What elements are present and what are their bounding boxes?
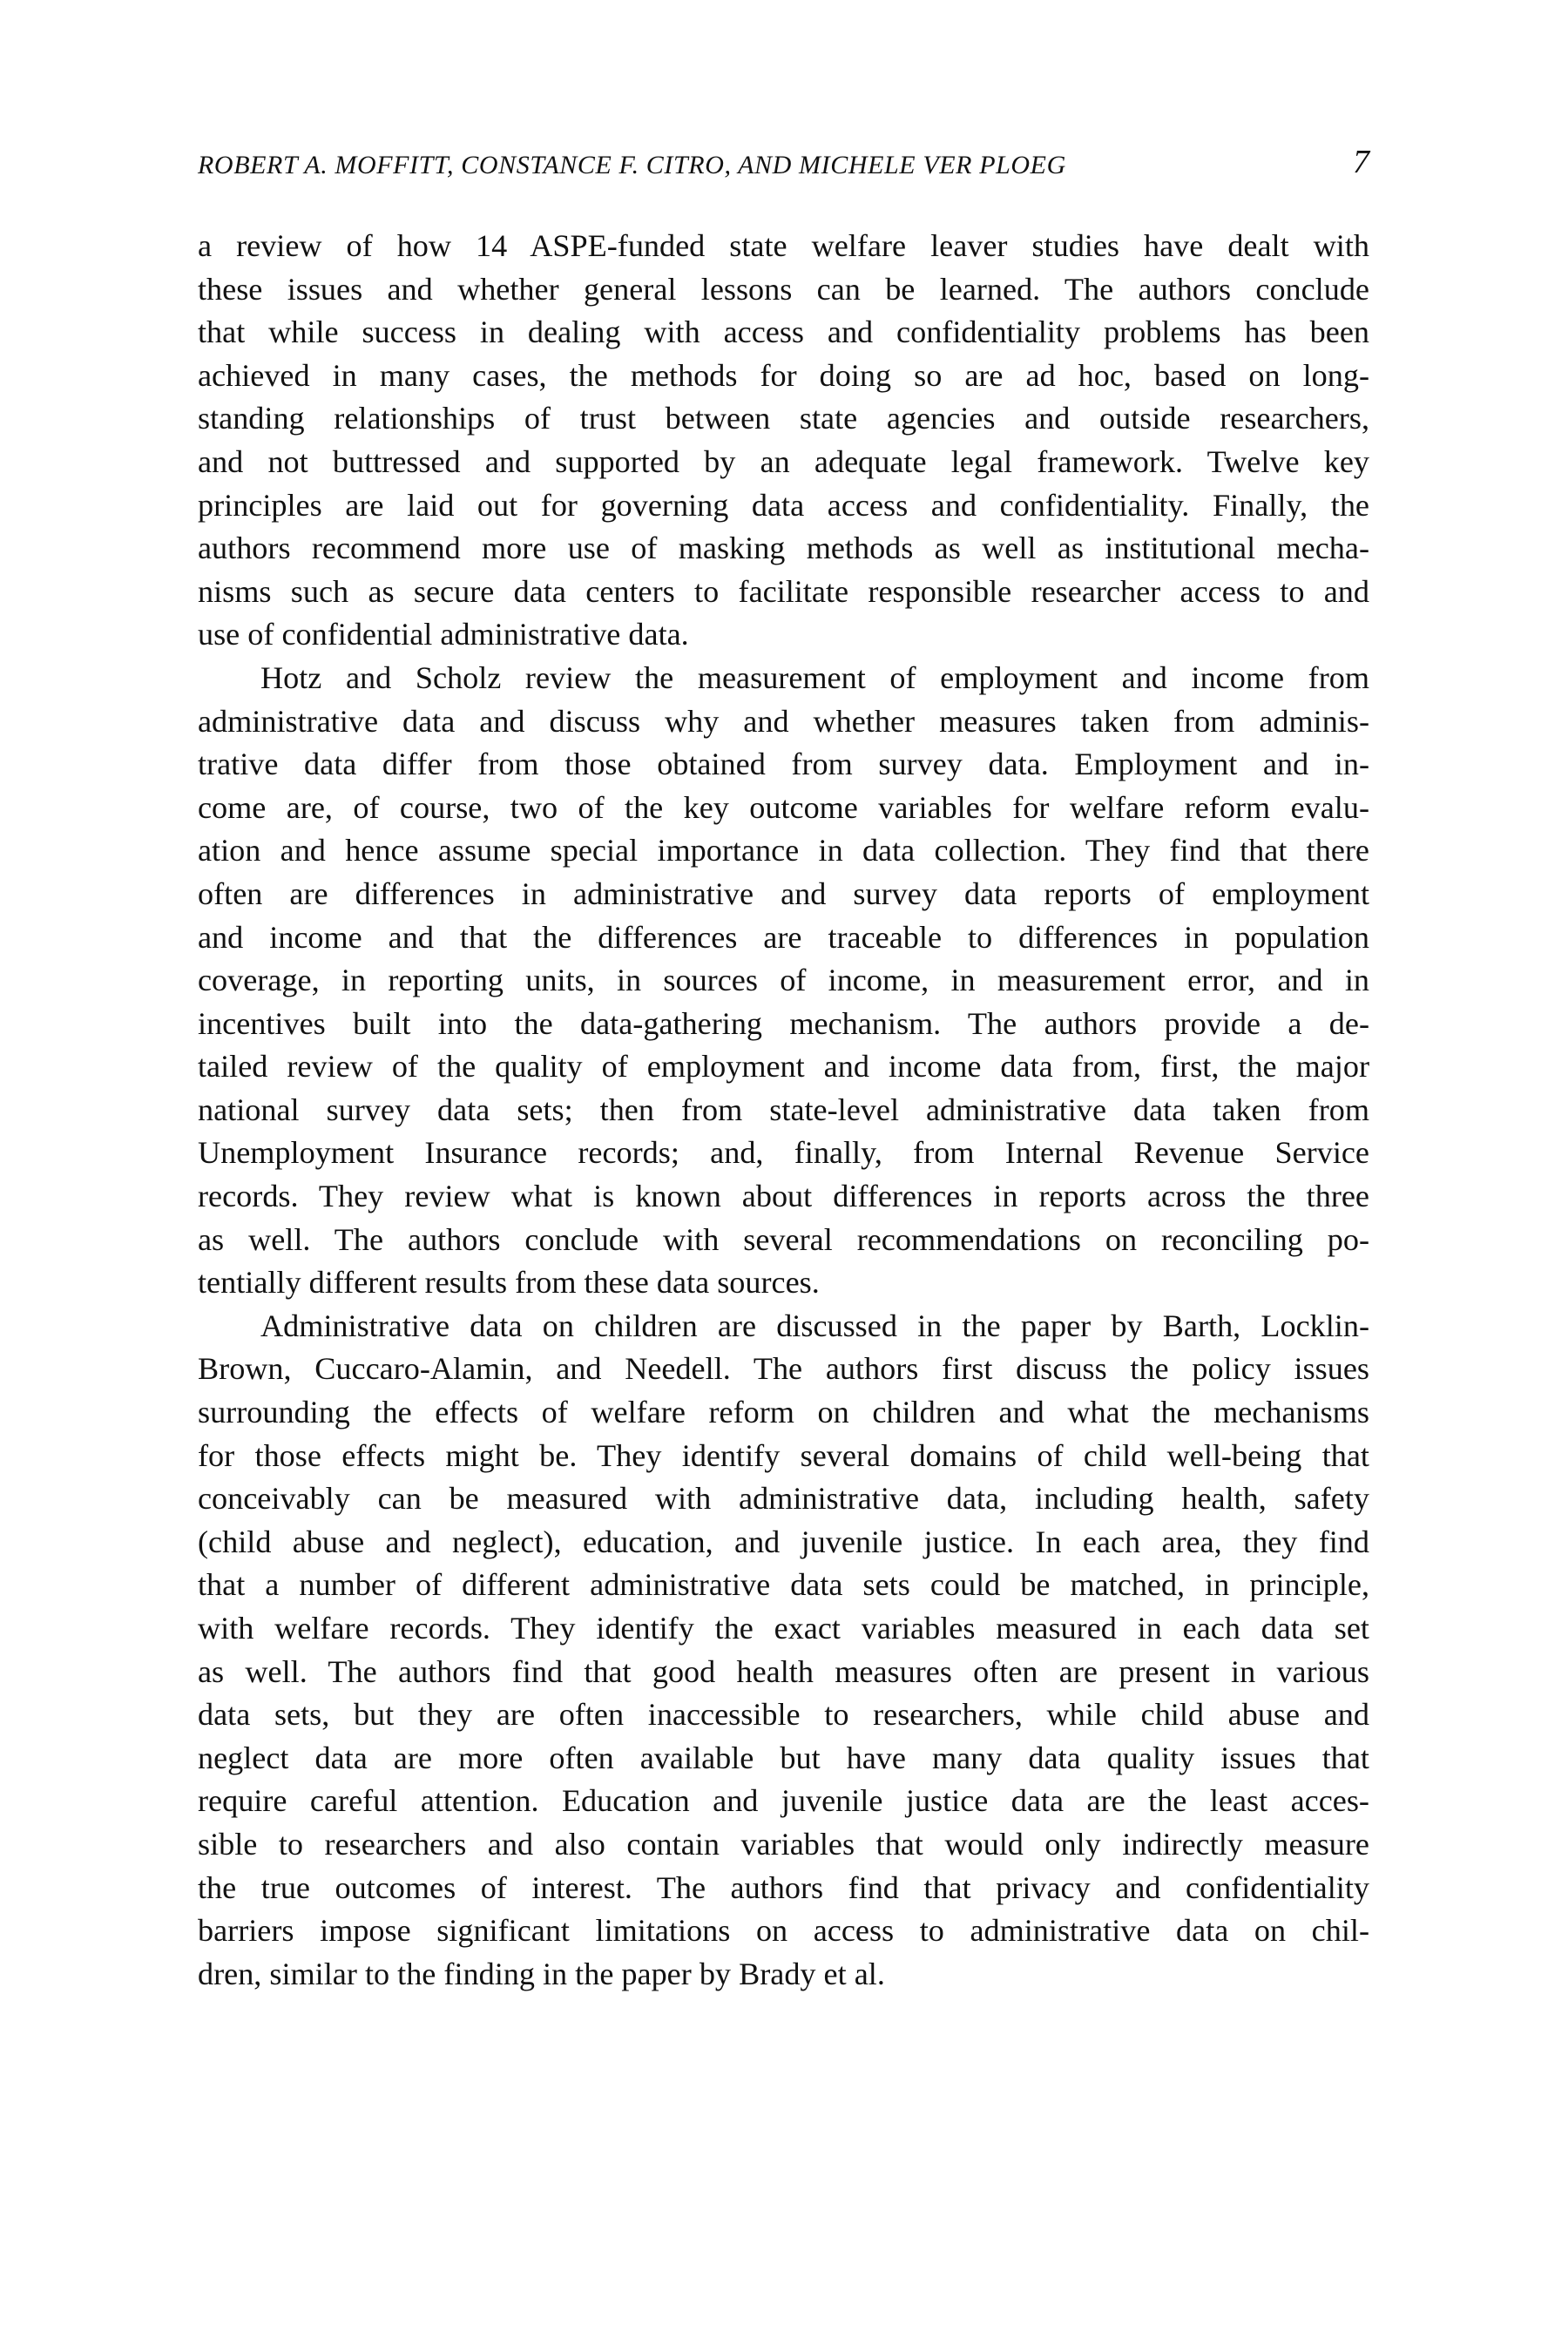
text-line: tentially different results from these data sources. xyxy=(198,1265,820,1301)
running-head xyxy=(198,146,1369,185)
text-line: that a number of different administrative data sets could be matched, in principle, xyxy=(198,1567,1369,1603)
text-line: require careful attention. Education and juvenile justice data are the least acces- xyxy=(198,1783,1369,1819)
text-line: records. They review what is known about differences in reports across the three xyxy=(198,1179,1369,1214)
text-line: sible to researchers and also contain variables that would only indirectly measure xyxy=(198,1826,1369,1862)
text-line: Unemployment Insurance records; and, finally, from Internal Revenue Service xyxy=(198,1135,1369,1171)
text-line: use of confidential administrative data. xyxy=(198,617,689,652)
text-line: a review of how 14 ASPE-funded state welfare leaver studies have dealt with xyxy=(198,228,1369,263)
text-line: authors recommend more use of masking methods as well as institutional mecha- xyxy=(198,531,1369,566)
text-line: ation and hence assume special importance in data collection. They find that there xyxy=(198,833,1369,868)
text-line: administrative data and discuss why and whether measures taken from adminis- xyxy=(198,703,1369,739)
running-head-authors: ROBERT A. MOFFITT, CONSTANCE F. CITRO, AND MICHELE VER PLOEG xyxy=(198,151,1066,179)
text-line: nisms such as secure data centers to facilitate responsible researcher access to and xyxy=(198,573,1369,609)
text-line: national survey data sets; then from state-level administrative data taken from xyxy=(198,1092,1369,1127)
text-line: conceivably can be measured with administrative data, including health, safety xyxy=(198,1481,1369,1517)
text-line: principles are laid out for governing data access and confidentiality. Finally, the xyxy=(198,487,1369,523)
text-line: (child abuse and neglect), education, and juvenile justice. In each area, they find xyxy=(198,1524,1369,1559)
text-line: Hotz and Scholz review the measurement of employment and income from xyxy=(260,659,1369,695)
text-line: tailed review of the quality of employment and income data from, first, the major xyxy=(198,1049,1369,1085)
text-line: with welfare records. They identify the exact variables measured in each data set xyxy=(198,1611,1369,1646)
text-line: dren, similar to the finding in the paper by Brady et al. xyxy=(198,1956,885,1991)
paragraph-data-access-summary xyxy=(198,225,1369,657)
text-line: that while success in dealing with access and confidentiality problems has been xyxy=(198,314,1369,350)
text-line: and income and that the differences are traceable to differences in population xyxy=(198,919,1369,955)
text-line: neglect data are more often available but have many data quality issues that xyxy=(198,1740,1369,1775)
text-line: trative data differ from those obtained from survey data. Employment and in- xyxy=(198,747,1369,782)
text-line: these issues and whether general lessons can be learned. The authors conclude xyxy=(198,271,1369,307)
text-line: Administrative data on children are discussed in the paper by Barth, Locklin- xyxy=(260,1308,1369,1343)
paragraph-hotz-scholz xyxy=(198,657,1369,1305)
text-line: often are differences in administrative and survey data reports of employment xyxy=(198,875,1369,911)
body-text xyxy=(198,225,1369,1996)
text-line: the true outcomes of interest. The authors find that privacy and confidentiality xyxy=(198,1869,1369,1905)
text-line: for those effects might be. They identify several domains of child well-being that xyxy=(198,1437,1369,1473)
text-line: as well. The authors find that good health measures often are present in various xyxy=(198,1653,1369,1689)
text-line: coverage, in reporting units, in sources of income, in measurement error, and in xyxy=(198,963,1369,998)
text-line: Brown, Cuccaro-Alamin, and Needell. The authors first discuss the policy issues xyxy=(198,1351,1369,1387)
text-line: barriers impose significant limitations on access to administrative data on chil- xyxy=(198,1913,1369,1949)
page-number: 7 xyxy=(1353,144,1369,180)
text-line: as well. The authors conclude with several recommendations on reconciling po- xyxy=(198,1221,1369,1257)
text-line: surrounding the effects of welfare reform on children and what the mechanisms xyxy=(198,1395,1369,1430)
text-line: incentives built into the data-gathering mechanism. The authors provide a de- xyxy=(198,1005,1369,1041)
text-line: standing relationships of trust between state agencies and outside researchers, xyxy=(198,401,1369,436)
text-line: achieved in many cases, the methods for doing so are ad hoc, based on long- xyxy=(198,357,1369,393)
paragraph-barth-children xyxy=(198,1305,1369,1997)
text-line: data sets, but they are often inaccessible to researchers, while child abuse and xyxy=(198,1697,1369,1733)
text-line: come are, of course, two of the key outcome variables for welfare reform evalu- xyxy=(198,789,1369,825)
text-line: and not buttressed and supported by an adequate legal framework. Twelve key xyxy=(198,443,1369,479)
